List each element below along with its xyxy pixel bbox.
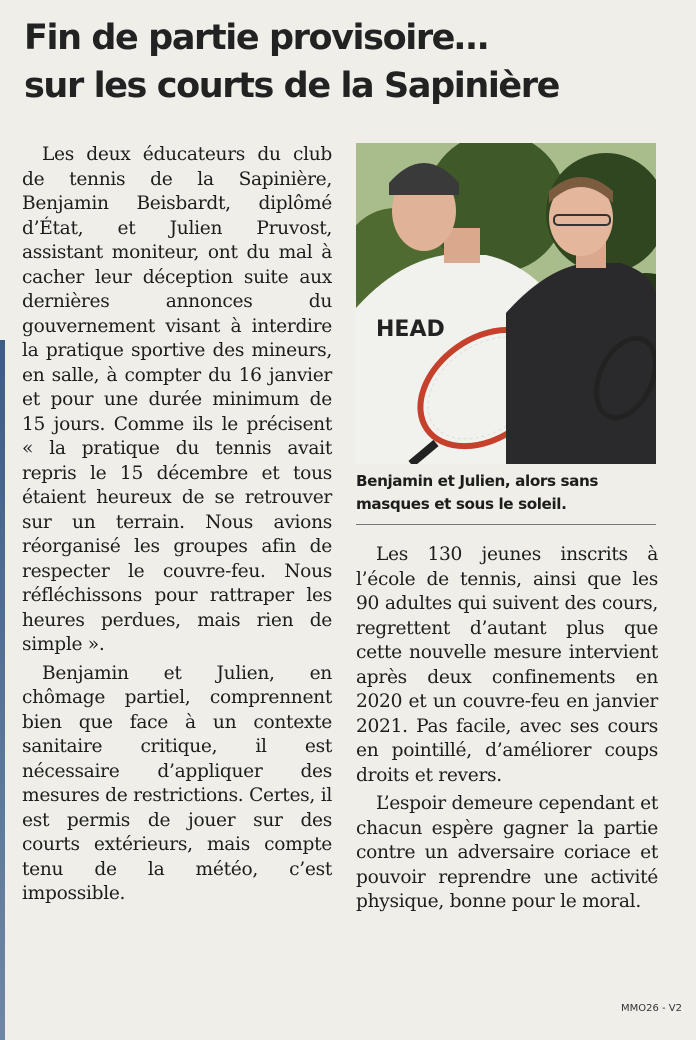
photo-caption [356,470,656,516]
photo-illustration [356,143,656,464]
article-left-column [22,143,332,907]
shirt-logo: HEAD [376,317,445,342]
article-right-column [356,543,658,915]
article-paragraph: Benjamin et Julien, en chômage partiel, comprennent bien que face à un contexte sanitaire critique, il est nécessaire d’appliquer des mesures de restrictions. Certes, il est permis de jouer sur des courts extérieurs, mais compte tenu de la météo, c’est impossible. [22,662,332,904]
article-paragraph: Les deux éducateurs du club de tennis de la Sapinière, Benjamin Beisbardt, diplômé d’État, et Julien Pruvost, assistant moniteur, ont du mal à cacher leur déception suite aux dernières annonces du gouvernement visant à interdire la pratique sportive des mineurs, en salle, à compter du 16 janvier et pour une durée minimum de 15 jours. Comme ils le précisent « la pratique du tennis avait repris le 15 décembre et tous étaient heureux de se retrouver sur un terrain. Nous avions réorganisé les groupes afin de respecter le couvre-feu. Nous réfléchissons pour rattraper les heures perdues, mais rien de simple ». [22,144,332,655]
headline [24,14,674,110]
caption-divider [356,524,656,525]
article-photo [356,143,656,464]
headline-line-2: sur les courts de la Sapinière [24,66,559,106]
article-paragraph: L’espoir demeure cependant et chacun espère gagner la partie contre un adversaire coriace et pouvoir reprendre une activité physique, bonne pour le moral. [356,793,658,912]
headline-line-1: Fin de partie provisoire… [24,18,488,58]
page-edge-color-mark [0,340,5,1040]
caption-line-1: Benjamin et Julien, alors sans [356,472,599,490]
caption-line-2: masques et sous le soleil. [356,495,567,513]
article-paragraph: Les 130 jeunes inscrits à l’école de tennis, ainsi que les 90 adultes qui suivent des cours, regrettent d’autant plus que cette nouvelle mesure intervient après deux confinements en 2020 et un couvre-feu en janvier 2021. Pas facile, avec ses cours en pointillé, d’améliorer coups droits et revers. [356,544,658,786]
page-folio: MMO26 - V2 [620,1003,682,1014]
